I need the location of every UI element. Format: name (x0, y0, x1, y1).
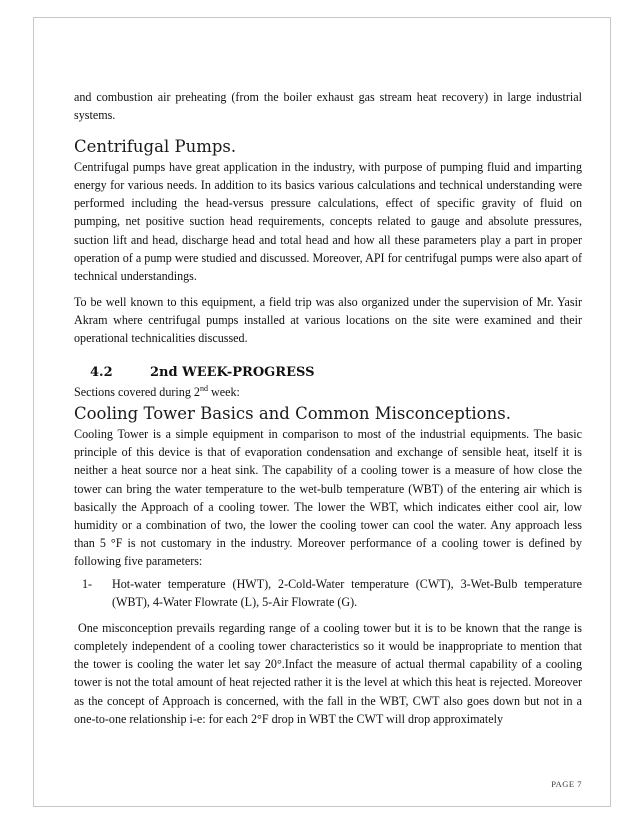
list-text: Hot-water temperature (HWT), 2-Cold-Water temperature (CWT), 3-Wet-Bulb temperature (WBT), 4-Water Flowrate (L), 5-Air Flowrate (G). (112, 576, 582, 610)
centrifugal-paragraph-2: To be well known to this equipment, a field trip was also organized under the supervision of Mr. Yasir Akram where centrifugal pumps installed at various locations on the site were examined and their operational technicalities discussed. (74, 294, 582, 346)
list-marker: 1- (82, 576, 93, 591)
cooling-paragraph-1: Cooling Tower is a simple equipment in comparison to most of the industrial equipments. The basic principle of this device is that of evaporation condensation and exchange of sensible heat, itself it is neither a heat source nor a heat sink. The capability of a cooling tower is a measure of how close the tower can bring the water temperature to the wet-bulb temperature (WBT) of the entering air which is basically the Approach of a cooling tower. The lower the WBT, which indicates either cool air, low humidity or a combination of two, the lower the cooling tower can cool the water. Any approach less than 5 °F is not customary in the industry. Moreover performance of a cooling tower is defined by following five parameters: (74, 427, 582, 568)
intro-paragraph: and combustion air preheating (from the boiler exhaust gas stream heat recovery) in large industrial systems. (74, 90, 582, 123)
week-2-heading (74, 363, 582, 383)
sections-covered-suffix: week: (207, 385, 240, 400)
document-body (74, 88, 582, 728)
cooling-paragraph-2: One misconception prevails regarding range of a cooling tower but it is to be known that the range is completely independent of a cooling tower characteristics so it would be inappropriate to mention that the tower is cooling the water let say 20°.Infact the measure of actual thermal capability of a cooling tower is not the total amount of heat rejected rather it is the level at which this heat is rejected. Moreover as the concept of Approach is concerned, with the fall in the WBT, CWT also goes down but not in a one-to-one relationship i-e: for each 2°F drop in WBT the CWT will drop approximately (74, 621, 582, 726)
section-number: 4.2 (90, 365, 113, 381)
cooling-tower-heading: Cooling Tower Basics and Common Misconceptions. (74, 404, 511, 424)
sections-covered-prefix: Sections covered during 2 (74, 385, 200, 400)
parameters-list-item (74, 575, 582, 611)
sections-covered-line (74, 383, 582, 401)
page-number: PAGE 7 (551, 779, 582, 789)
ordinal-superscript: nd (199, 384, 208, 394)
centrifugal-pumps-heading: Centrifugal Pumps. (74, 137, 237, 157)
section-title: 2nd WEEK-PROGRESS (150, 365, 315, 381)
centrifugal-paragraph-1: Centrifugal pumps have great application in the industry, with purpose of pumping fluid and imparting energy for various needs. In addition to its basics various calculations and technical understanding were performed including the head-versus pressure calculations, effect of specific gravity of fluid on pumping, net positive suction head requirements, concepts related to gauge and absolute pressures, suction lift and head, discharge head and total head and how all these parameters play a part in proper operation of a pump were studied and discussed. Moreover, API for centrifugal pumps were also apart of technical understandings. (74, 160, 582, 283)
